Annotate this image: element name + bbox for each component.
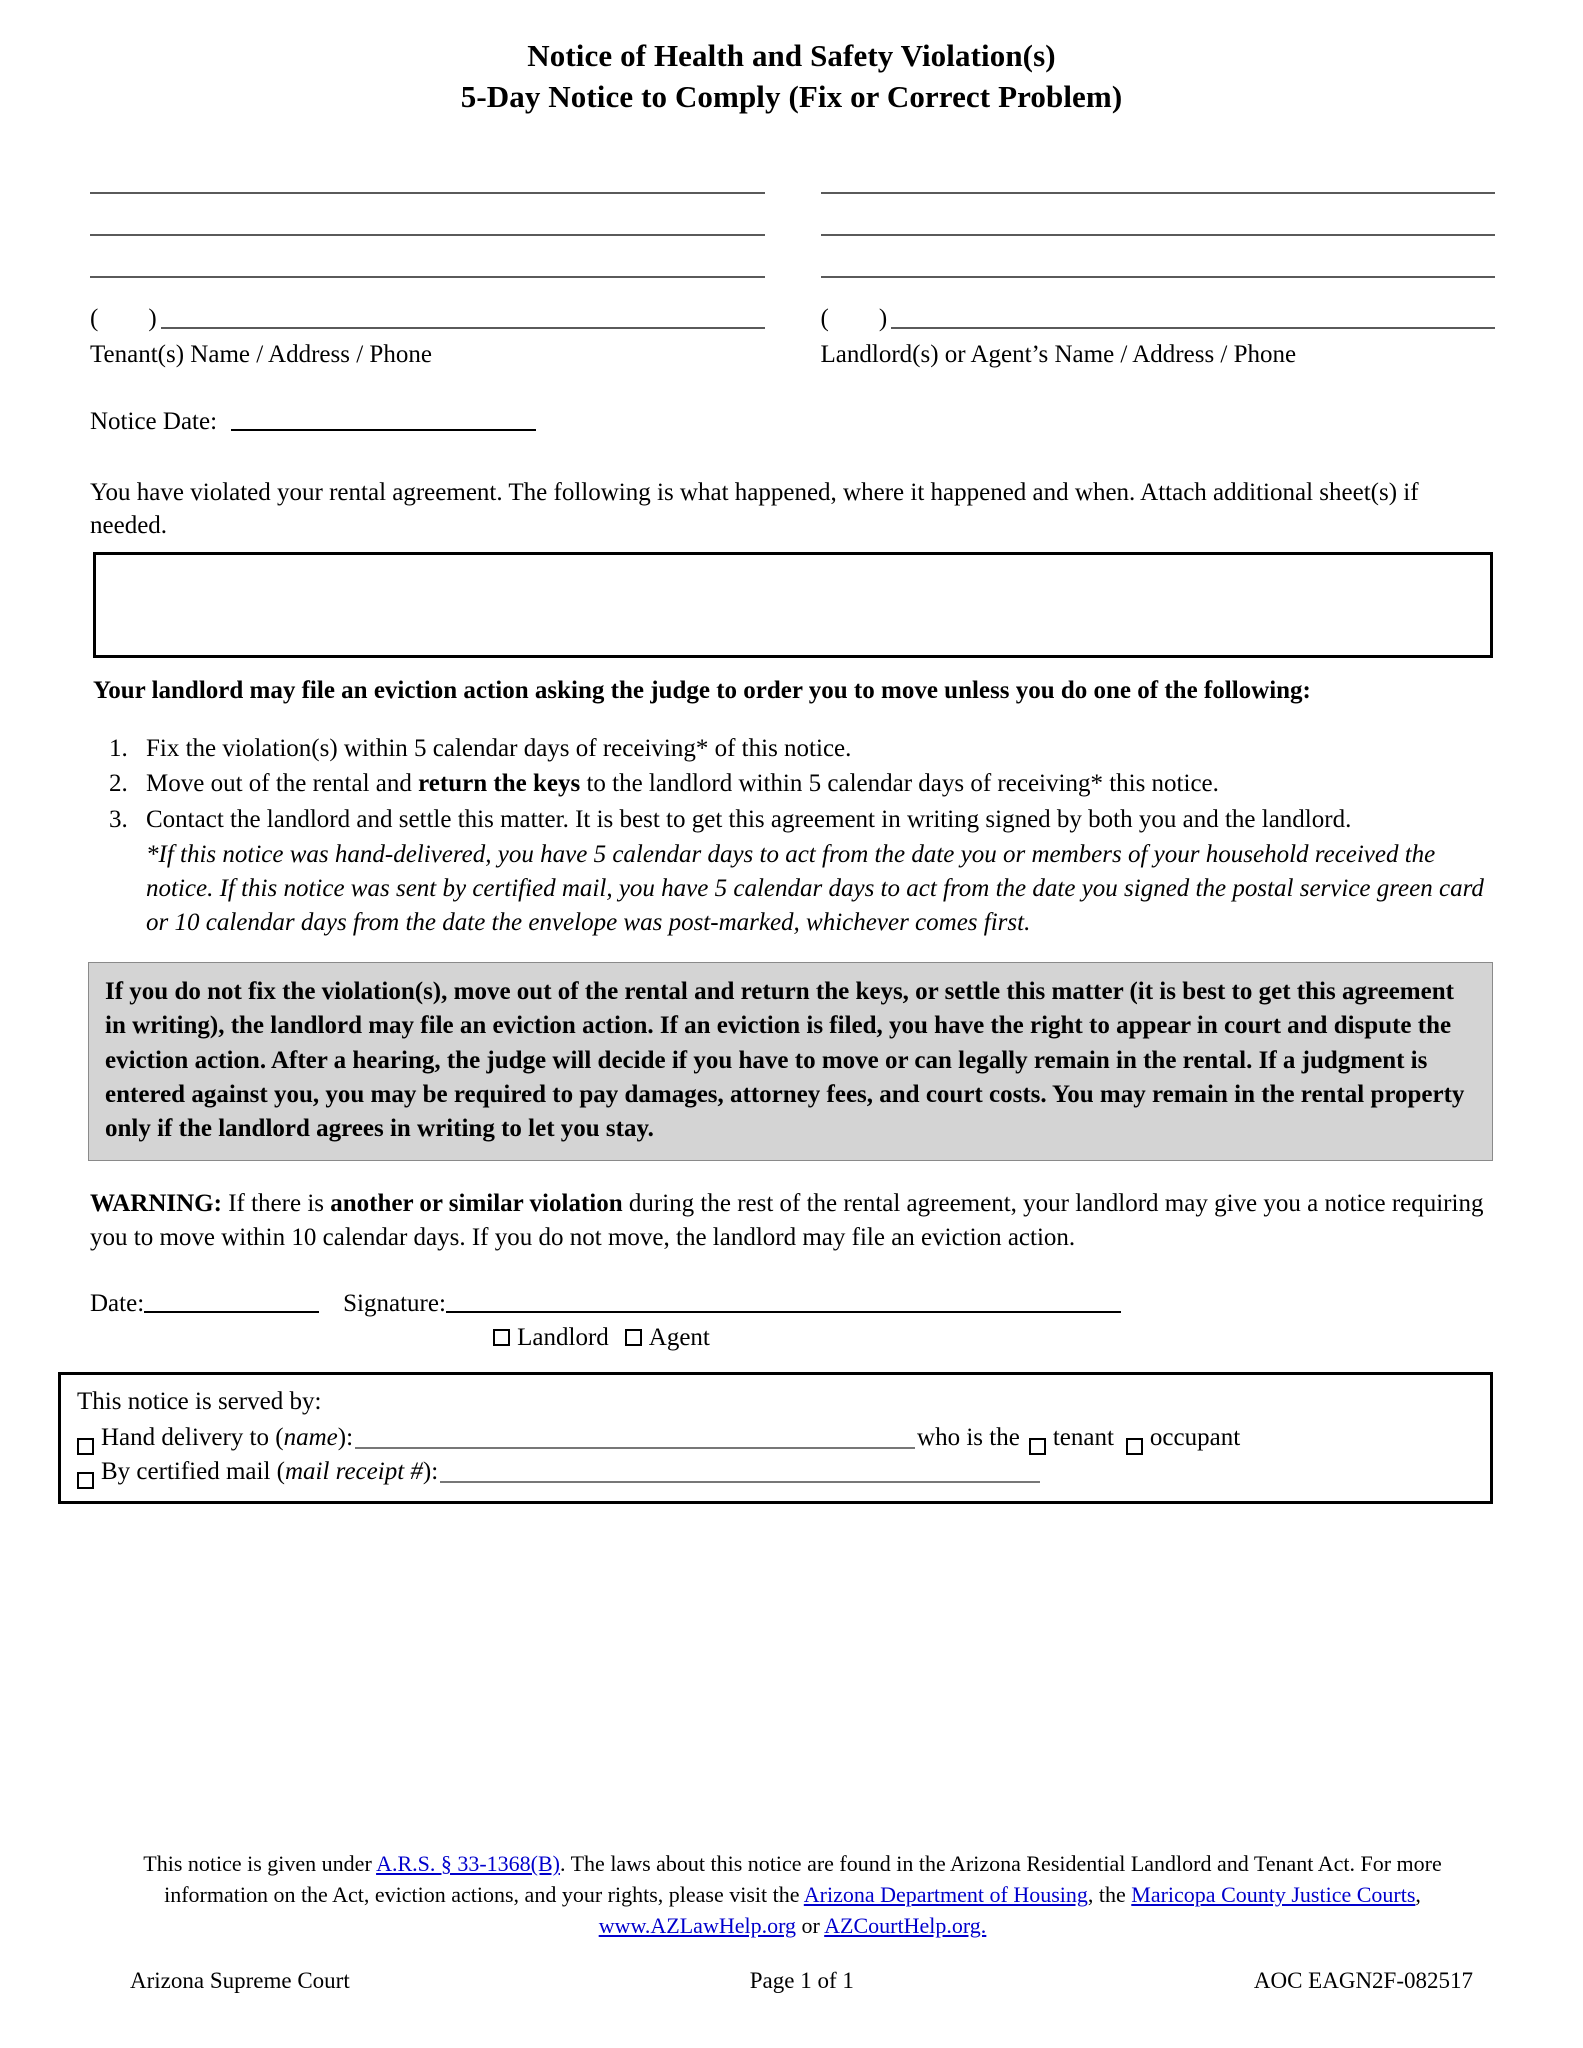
warning-bold: another or similar violation bbox=[330, 1190, 623, 1218]
notice-date-row bbox=[90, 408, 1583, 436]
checkbox-hand-delivery[interactable] bbox=[77, 1438, 94, 1455]
steps-list bbox=[92, 732, 1495, 941]
step-2-text-before: Move out of the rental and bbox=[146, 770, 419, 798]
notice-date-input[interactable] bbox=[231, 429, 536, 431]
hand-delivery-suffix: ): bbox=[337, 1424, 354, 1452]
legal-footer-part-5: or bbox=[796, 1913, 825, 1939]
lead-in-text: Your landlord may file an eviction action asking the judge to order you to move unless you do one of the following: bbox=[93, 676, 1311, 704]
who-is-the-label: who is the bbox=[917, 1424, 1020, 1452]
footer-form-number: AOC EAGN2F-082517 bbox=[1253, 1968, 1473, 1993]
tenant-phone-paren: ( ) bbox=[90, 304, 157, 332]
tenant-name-line[interactable] bbox=[90, 192, 765, 194]
checkbox-landlord-item[interactable] bbox=[493, 1324, 609, 1352]
warning-text-after: during the rest of the rental agreement, your landlord may give you a notice requiring you to move within 10 calendar days. If you do not move, the landlord may file an eviction action. bbox=[90, 1190, 1484, 1251]
hand-delivery-italic: name bbox=[283, 1424, 338, 1452]
signature-date-label: Date: bbox=[90, 1290, 145, 1318]
intro-paragraph: You have violated your rental agreement. The following is what happened, where it happened and when. Attach additional sheet(s) if needed. bbox=[90, 478, 1419, 539]
hand-delivery-row bbox=[77, 1421, 1476, 1455]
step-3-text: Contact the landlord and settle this matter. It is best to get this agreement in writing signed by both you and the landlord. bbox=[146, 805, 1352, 833]
tenant-field-group bbox=[90, 192, 765, 370]
landlord-address-line-2[interactable] bbox=[821, 276, 1496, 278]
title-line-2: 5-Day Notice to Comply (Fix or Correct Problem) bbox=[460, 78, 1123, 114]
landlord-address-line-1[interactable] bbox=[821, 234, 1496, 236]
list-item bbox=[134, 803, 1495, 941]
checkbox-certified-mail[interactable] bbox=[77, 1472, 94, 1489]
eviction-notice-box: If you do not fix the violation(s), move out of the rental and return the keys, or settle this matter (it is best to get this agreement in writing), the landlord may file an eviction action. If an eviction is filed, you have the right to appear in court and dispute the eviction action. After a hearing, the judge will decide if you have to move or can legally remain in the rental. If a judgment is entered against you, you may be required to pay damages, attorney fees, and court costs. You may remain in the rental property only if the landlord agrees in writing to let you stay. bbox=[88, 962, 1493, 1161]
checkbox-occupant-label: occupant bbox=[1149, 1424, 1241, 1452]
tenant-phone-row bbox=[90, 306, 765, 333]
checkbox-tenant[interactable] bbox=[1029, 1438, 1046, 1455]
legal-footer-part-2: . The laws about this notice are found in the Arizona Residential Landlord and Tenant Act. For more information on the Act, eviction actions, and your rights, please visit the bbox=[164, 1851, 1442, 1908]
tenant-label: Tenant(s) Name / Address / Phone bbox=[90, 340, 432, 368]
legal-footer-part-1: This notice is given under bbox=[143, 1851, 377, 1876]
warning-text-before: If there is bbox=[221, 1190, 331, 1218]
footer-court-name: Arizona Supreme Court bbox=[130, 1968, 350, 1993]
signature-row bbox=[90, 1290, 1583, 1318]
service-of-notice-box bbox=[58, 1372, 1493, 1504]
signature-label: Signature: bbox=[343, 1290, 446, 1318]
link-arizona-department-of-housing[interactable]: Arizona Department of Housing bbox=[803, 1882, 1088, 1908]
signature-date-input[interactable] bbox=[144, 1311, 319, 1313]
party-fields bbox=[0, 192, 1583, 370]
step-1-text: Fix the violation(s) within 5 calendar days of receiving* of this notice. bbox=[146, 734, 852, 762]
link-ars-statute[interactable]: A.R.S. § 33-1368(B) bbox=[376, 1851, 561, 1876]
legal-footer-part-3: , the bbox=[1087, 1882, 1132, 1908]
certified-mail-suffix: ): bbox=[422, 1458, 439, 1486]
certified-mail-label: By certified mail ( bbox=[101, 1458, 285, 1486]
list-item bbox=[134, 767, 1495, 801]
checkbox-occupant[interactable] bbox=[1126, 1438, 1143, 1455]
checkbox-landlord-label: Landlord bbox=[517, 1324, 609, 1352]
landlord-name-line[interactable] bbox=[821, 192, 1496, 194]
checkbox-landlord[interactable] bbox=[493, 1329, 510, 1346]
step-2-text-after: to the landlord within 5 calendar days of receiving* this notice. bbox=[580, 770, 1219, 798]
checkbox-agent-label: Agent bbox=[648, 1324, 710, 1352]
tenant-address-line-1[interactable] bbox=[90, 234, 765, 236]
checkbox-agent[interactable] bbox=[625, 1329, 642, 1346]
hand-delivery-name-input[interactable] bbox=[355, 1447, 915, 1449]
page-footer bbox=[130, 1968, 1473, 1994]
checkbox-tenant-label: tenant bbox=[1052, 1424, 1114, 1452]
receiving-footnote: *If this notice was hand-delivered, you have 5 calendar days to act from the date you or members of your household received the notice. If this notice was sent by certified mail, you have 5 calendar days to act from the date you signed the postal service green card or 10 calendar days from the date the envelope was post-marked, whichever comes first. bbox=[146, 841, 1484, 937]
landlord-phone-paren: ( ) bbox=[820, 304, 888, 332]
warning-paragraph bbox=[90, 1187, 1493, 1254]
tenant-address-line-2[interactable] bbox=[90, 276, 765, 278]
legal-footer bbox=[90, 1848, 1495, 1942]
certified-mail-receipt-input[interactable] bbox=[440, 1481, 1040, 1483]
link-azcourthelp[interactable]: AZCourtHelp.org. bbox=[824, 1913, 987, 1939]
landlord-label: Landlord(s) or Agent’s Name / Address / Phone bbox=[820, 340, 1297, 368]
signer-role-checkboxes bbox=[0, 1324, 1583, 1352]
link-maricopa-county-justice-courts[interactable]: Maricopa County Justice Courts bbox=[1131, 1882, 1416, 1908]
footer-page-number: Page 1 of 1 bbox=[749, 1968, 854, 1993]
page-title bbox=[0, 0, 1583, 118]
step-2-bold: return the keys bbox=[418, 770, 581, 798]
checkbox-agent-item[interactable] bbox=[625, 1324, 710, 1352]
certified-mail-italic: mail receipt # bbox=[284, 1458, 423, 1486]
hand-delivery-label: Hand delivery to ( bbox=[101, 1424, 284, 1452]
link-azlawhelp[interactable]: www.AZLawHelp.org bbox=[598, 1913, 797, 1939]
landlord-phone-input[interactable] bbox=[891, 327, 1495, 329]
legal-footer-part-4: , bbox=[1415, 1882, 1421, 1908]
tenant-phone-input[interactable] bbox=[161, 327, 765, 329]
list-item bbox=[134, 732, 1495, 766]
signature-input[interactable] bbox=[446, 1311, 1121, 1313]
title-line-1: Notice of Health and Safety Violation(s) bbox=[527, 38, 1056, 73]
certified-mail-row bbox=[77, 1455, 1476, 1489]
landlord-field-group bbox=[821, 192, 1496, 370]
notice-date-label: Notice Date: bbox=[90, 407, 218, 435]
warning-heading: WARNING: bbox=[90, 1190, 222, 1218]
violation-description-box[interactable] bbox=[93, 552, 1493, 658]
landlord-phone-row bbox=[821, 306, 1496, 333]
service-title: This notice is served by: bbox=[77, 1388, 322, 1416]
